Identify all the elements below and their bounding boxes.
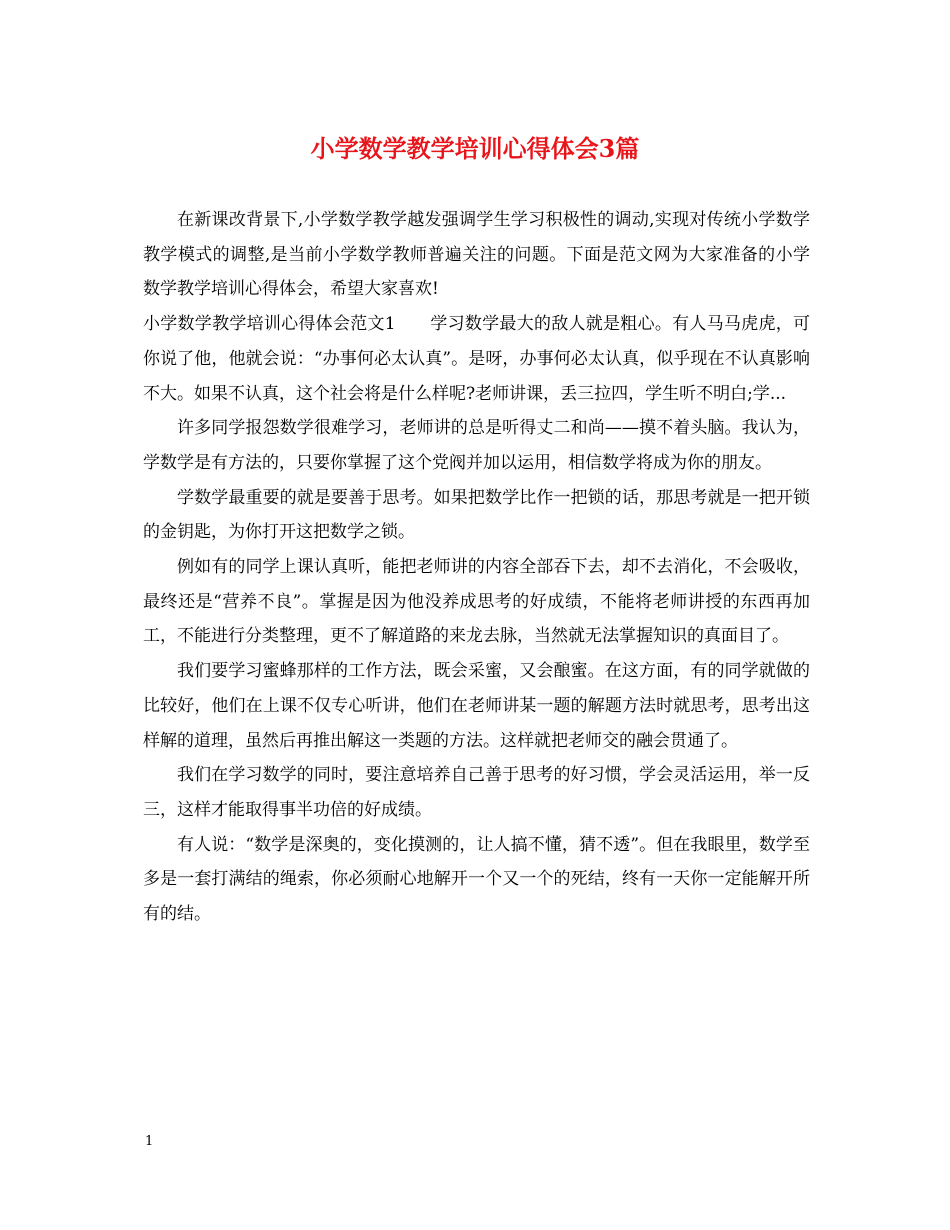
paragraph: 例如有的同学上课认真听，能把老师讲的内容全部吞下去，却不去消化，不会吸收，最终还是“营养不良”。掌握是因为他没养成思考的好成绩，不能将老师讲授的东西再加工，不能进行分类整理，更不了解道路的来龙去脉，当然就无法掌握知识的真面目了。 — [143, 557, 810, 647]
paragraph: 我们要学习蜜蜂那样的工作方法，既会采蜜，又会酿蜜。在这方面，有的同学就做的比较好，他们在上课不仅专心听讲，他们在老师讲某一题的解题方法时就思考，思考出这样解的道理，虽然后再推出解这一类题的方法。这样就把老师交的融会贯通了。 — [143, 661, 810, 751]
paragraph-sample-1: 小学数学教学培训心得体会范文1 学习数学最大的敌人就是粗心。有人马马虎虎，可你说了他，他就会说：“办事何必太认真”。是呀，办事何必太认真，似乎现在不认真影响不大。如果不认真，这个社会将是什么样呢?老师讲课，丢三拉四，学生听不明白;学... — [143, 314, 810, 404]
document-body — [143, 203, 810, 932]
paragraph: 我们在学习数学的同时，要注意培养自己善于思考的好习惯，学会灵活运用，举一反三，这样才能取得事半功倍的好成绩。 — [143, 765, 810, 820]
page-number: 1 — [145, 1134, 154, 1149]
paragraph: 许多同学报怨数学很难学习，老师讲的总是听得丈二和尚——摸不着头脑。我认为，学数学是有方法的，只要你掌握了这个党阀并加以运用，相信数学将成为你的朋友。 — [143, 418, 810, 473]
paragraph: 有人说：“数学是深奥的，变化摸测的，让人搞不懂，猜不透”。但在我眼里，数学至多是一套打满结的绳索，你必须耐心地解开一个又一个的死结，终有一天你一定能解开所有的结。 — [143, 834, 810, 925]
paragraph-intro: 在新课改背景下,小学数学教学越发强调学生学习积极性的调动,实现对传统小学数学教学模式的调整,是当前小学数学教师普遍关注的问题。下面是范文网为大家准备的小学数学教学培训心得体会，希望大家喜欢! — [143, 210, 810, 300]
paragraph: 学数学最重要的就是要善于思考。如果把数学比作一把锁的话，那思考就是一把开锁的金钥匙，为你打开这把数学之锁。 — [143, 487, 810, 543]
document-title: 小学数学教学培训心得体会3篇 — [310, 134, 640, 163]
